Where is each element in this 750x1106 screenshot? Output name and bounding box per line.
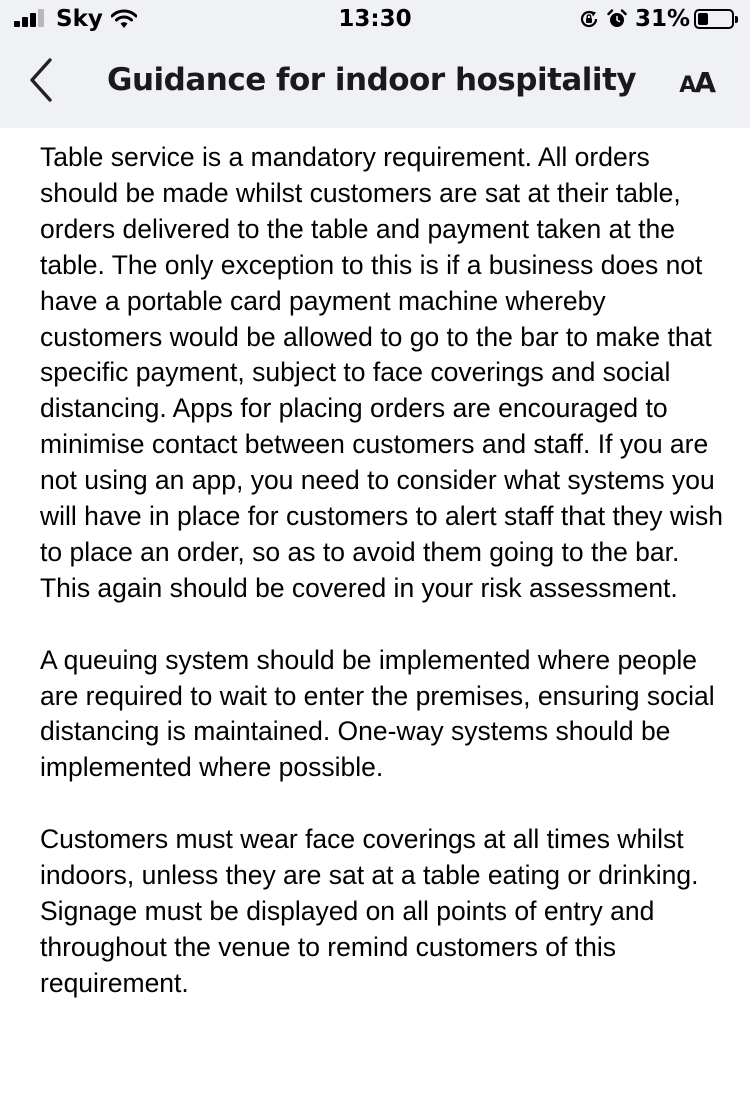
article-body xyxy=(40,140,730,1002)
page-title: Guidance for indoor hospitality xyxy=(107,62,637,98)
chevron-left-icon xyxy=(22,54,62,106)
carrier-name: Sky xyxy=(56,6,103,32)
text-size-large-label: A xyxy=(694,66,716,99)
text-size-small-label: A xyxy=(679,73,697,98)
paragraph-face-coverings: Customers must wear face coverings at all times whilst indoors, unless they are sat at a table eating or drinking. Signage must be displayed on all points of entry and throughout the venue to remind customers of this requirement. xyxy=(40,824,699,998)
status-bar xyxy=(0,0,750,40)
status-time: 13:30 xyxy=(338,6,412,32)
battery-fill xyxy=(698,13,708,25)
battery-icon xyxy=(694,9,734,29)
status-right xyxy=(579,6,734,32)
paragraph-table-service: Table service is a mandatory requirement. All orders should be made whilst customers are sat at their table, orders delivered to the table and payment taken at the table. The only exception to this is if a business does not have a portable card payment machine whereby customers would be allowed to go to the bar to make that specific payment, subject to face coverings and social distancing. Apps for placing orders are encouraged to minimise contact between customers and staff. If you are not using an app, you need to consider what systems you will have in place for customers to alert staff that they wish to place an order, so as to avoid them going to the bar. This again should be covered in your risk assessment. xyxy=(40,142,723,603)
back-button[interactable] xyxy=(22,54,62,106)
alarm-icon xyxy=(607,9,627,29)
lock-rotation-icon xyxy=(579,9,599,29)
navigation-bar xyxy=(0,40,750,128)
paragraph-queuing-system: A queuing system should be implemented where people are required to wait to enter the premises, ensuring social distancing is maintained. One-way systems should be implemented where possible. xyxy=(40,644,715,783)
text-size-button[interactable] xyxy=(679,66,716,99)
battery-percentage: 31% xyxy=(634,6,690,32)
